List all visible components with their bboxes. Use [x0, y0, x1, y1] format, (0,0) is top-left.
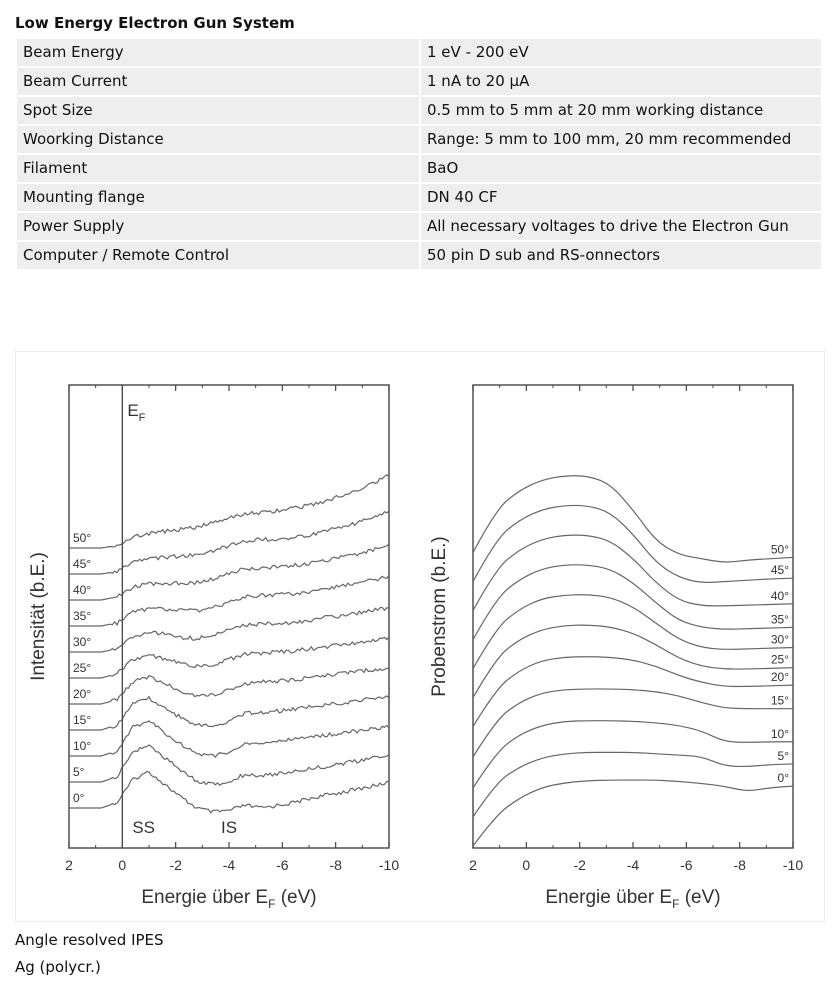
y-axis-label: Probenstrom (b.E.)	[429, 536, 450, 697]
x-tick-label: -8	[733, 857, 746, 873]
series-label: 20°	[73, 687, 92, 701]
series-label: 45°	[73, 557, 92, 571]
x-tick-label: -10	[378, 857, 400, 873]
caption-line-1: Angle resolved IPES	[15, 931, 164, 949]
series-label: 5°	[73, 765, 85, 779]
spec-label: Beam Current	[17, 68, 419, 95]
series-label: 20°	[770, 670, 789, 685]
fermi-level-label: $E_F$	[127, 401, 146, 424]
series-label: 35°	[73, 609, 92, 623]
series-line	[473, 565, 793, 640]
spec-label: Spot Size	[17, 97, 419, 124]
series-label: 30°	[73, 635, 92, 649]
series-label: 50°	[73, 531, 92, 545]
spec-value: Range: 5 mm to 100 mm, 20 mm recommended	[421, 126, 821, 153]
series-line	[473, 721, 793, 788]
x-tick-label: 2	[65, 857, 73, 873]
series-line	[473, 689, 793, 757]
left-chart	[28, 385, 399, 911]
series-label: 5°	[777, 748, 789, 763]
x-tick-label: -8	[329, 857, 342, 873]
annotation-ss: SS	[132, 818, 156, 837]
spec-label: Computer / Remote Control	[17, 242, 419, 269]
plot-frame	[473, 385, 793, 848]
series-line	[69, 475, 389, 548]
series-label: 15°	[73, 713, 92, 727]
x-tick-label: -6	[680, 857, 693, 873]
x-tick-label: -4	[222, 857, 236, 873]
series-label: 40°	[770, 588, 789, 603]
series-line	[473, 535, 793, 610]
page-title: Low Energy Electron Gun System	[15, 14, 295, 32]
series-label: 25°	[770, 652, 789, 667]
right-chart	[429, 385, 803, 911]
spec-label: Power Supply	[17, 213, 419, 240]
series-line	[473, 657, 793, 727]
series-label: 35°	[770, 612, 789, 627]
series-line	[473, 780, 793, 846]
x-axis-label-unit: (eV)	[275, 887, 317, 908]
spec-value: DN 40 CF	[421, 184, 821, 211]
series-label: 0°	[777, 771, 789, 786]
series-line	[69, 575, 389, 626]
spec-value: BaO	[421, 155, 821, 182]
series-line	[69, 511, 389, 574]
caption-line-2: Ag (polycr.)	[15, 958, 101, 976]
x-tick-label: 0	[522, 857, 531, 873]
x-axis-label-sub: F	[268, 897, 276, 911]
spec-value: All necessary voltages to drive the Electron Gun	[421, 213, 821, 240]
spec-label: Mounting flange	[17, 184, 419, 211]
spec-label: Filament	[17, 155, 419, 182]
spec-label: Beam Energy	[17, 39, 419, 66]
y-axis-label: Intensität (b.E.)	[28, 552, 49, 681]
x-axis-label: Energie über $E_F$ (eV)	[545, 887, 721, 911]
series-label: 30°	[770, 632, 789, 647]
x-tick-label: -4	[626, 857, 640, 873]
x-axis-label-unit: (eV)	[679, 887, 721, 908]
x-tick-label: 0	[118, 857, 127, 873]
x-axis-label-sub: F	[672, 897, 680, 911]
series-label: 25°	[73, 661, 92, 675]
x-tick-label: -2	[573, 857, 586, 873]
plot-frame	[69, 385, 389, 848]
series-label: 15°	[770, 693, 789, 708]
x-tick-label: -6	[276, 857, 289, 873]
annotation-is: IS	[220, 818, 238, 837]
series-label: 10°	[73, 739, 92, 753]
fermi-level-label-sub: F	[138, 412, 146, 424]
spec-value: 1 nA to 20 µA	[421, 68, 821, 95]
series-label: 50°	[770, 542, 789, 557]
x-tick-label: 2	[469, 857, 477, 873]
series-line	[473, 595, 793, 669]
x-axis-label: Energie über $E_F$ (eV)	[141, 887, 317, 911]
series-line	[473, 505, 793, 582]
series-label: 10°	[770, 726, 789, 741]
spec-value: 0.5 mm to 5 mm at 20 mm working distance	[421, 97, 821, 124]
spec-value: 50 pin D sub and RS-onnectors	[421, 242, 821, 269]
series-label: 40°	[73, 583, 92, 597]
x-tick-label: -2	[169, 857, 182, 873]
series-line	[473, 752, 793, 817]
series-label: 0°	[73, 791, 85, 805]
series-label: 45°	[770, 563, 789, 578]
x-tick-label: -10	[782, 857, 804, 873]
spec-value: 1 eV - 200 eV	[421, 39, 821, 66]
spec-label: Woorking Distance	[17, 126, 419, 153]
